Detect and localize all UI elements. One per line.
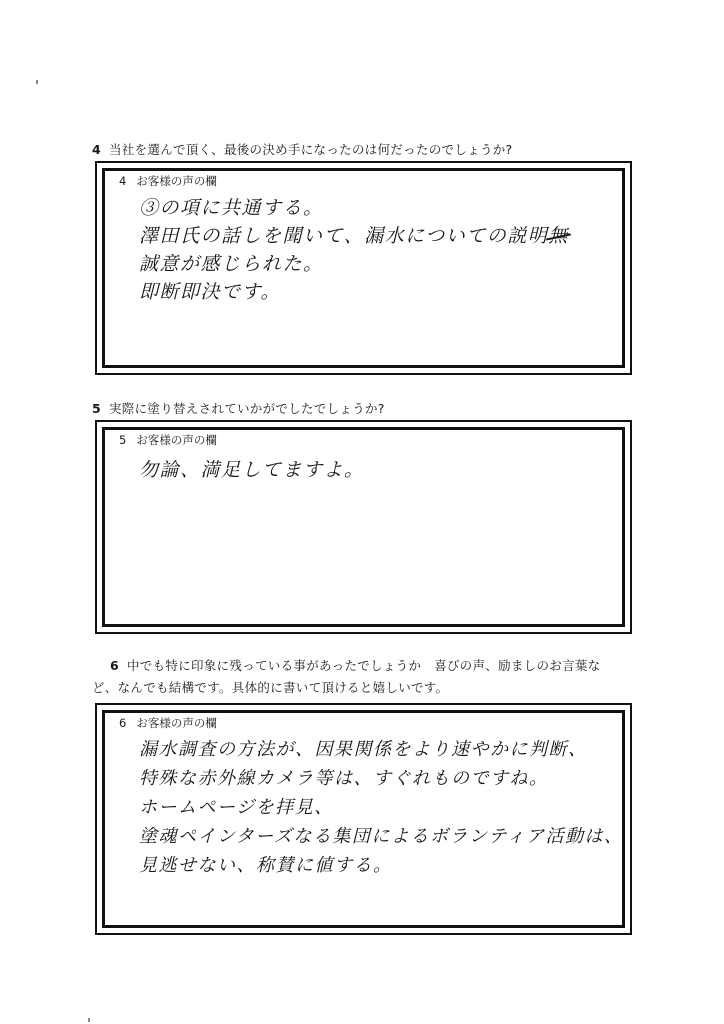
- question-number: 6: [110, 658, 119, 673]
- answer-line: 勿論、満足してますよ。: [139, 459, 365, 481]
- answer-line-text: 澤田氏の話しを聞いて、漏水についての説明: [139, 225, 549, 247]
- question-text: 当社を選んで頂く、最後の決め手になったのは何だったのでしょうか?: [109, 142, 513, 157]
- box-label-text: お客様の声の欄: [136, 433, 217, 447]
- scan-mark: [88, 1018, 90, 1022]
- box-label-text: お客様の声の欄: [136, 716, 217, 730]
- handwritten-answer: [139, 735, 624, 880]
- answer-line: 見逃せない、称賛に値する。: [139, 855, 393, 876]
- answer-line: ホームページを拝見、: [139, 797, 334, 818]
- answer-box-inner: [102, 710, 625, 928]
- answer-line: 塗魂ペインターズなる集団によるボランティア活動は、: [139, 826, 624, 847]
- crossed-out-character: 無: [548, 222, 569, 250]
- question-4: [92, 139, 513, 161]
- answer-box-inner: [102, 168, 625, 368]
- answer-line: [139, 222, 612, 250]
- question-text-line1: 中でも特に印象に残っている事があったでしょうか 喜びの声、励ましのお言葉な: [127, 658, 601, 673]
- question-6: [110, 655, 600, 677]
- answer-box-inner: [102, 427, 625, 627]
- handwritten-answer: [139, 456, 612, 484]
- answer-line: 誠意が感じられた。: [139, 253, 324, 275]
- box-label: [119, 173, 217, 189]
- answer-line: 特殊な赤外線カメラ等は、すぐれものですね。: [139, 768, 549, 789]
- handwritten-answer: [139, 194, 612, 306]
- question-text: 実際に塗り替えされていかがでしたでしょうか?: [109, 401, 385, 416]
- box-label: [119, 715, 217, 731]
- box-number: 4: [119, 174, 127, 188]
- answer-box-6: [95, 703, 632, 935]
- question-6-continued: [92, 677, 448, 699]
- question-5: [92, 398, 385, 420]
- answer-line: ③の項に共通する。: [139, 197, 324, 219]
- answer-box-5: [95, 420, 632, 634]
- box-number: 6: [119, 716, 127, 730]
- box-number: 5: [119, 433, 127, 447]
- question-text-line2: ど、なんでも結構です。具体的に書いて頂けると嬉しいです。: [92, 680, 449, 695]
- answer-box-4: [95, 161, 632, 375]
- box-label: [119, 432, 217, 448]
- scan-mark: [36, 80, 38, 84]
- question-number: 4: [92, 142, 101, 157]
- question-number: 5: [92, 401, 101, 416]
- box-label-text: お客様の声の欄: [136, 174, 217, 188]
- answer-line: 漏水調査の方法が、因果関係をより速やかに判断、: [139, 739, 588, 760]
- answer-line: 即断即決です。: [139, 281, 281, 303]
